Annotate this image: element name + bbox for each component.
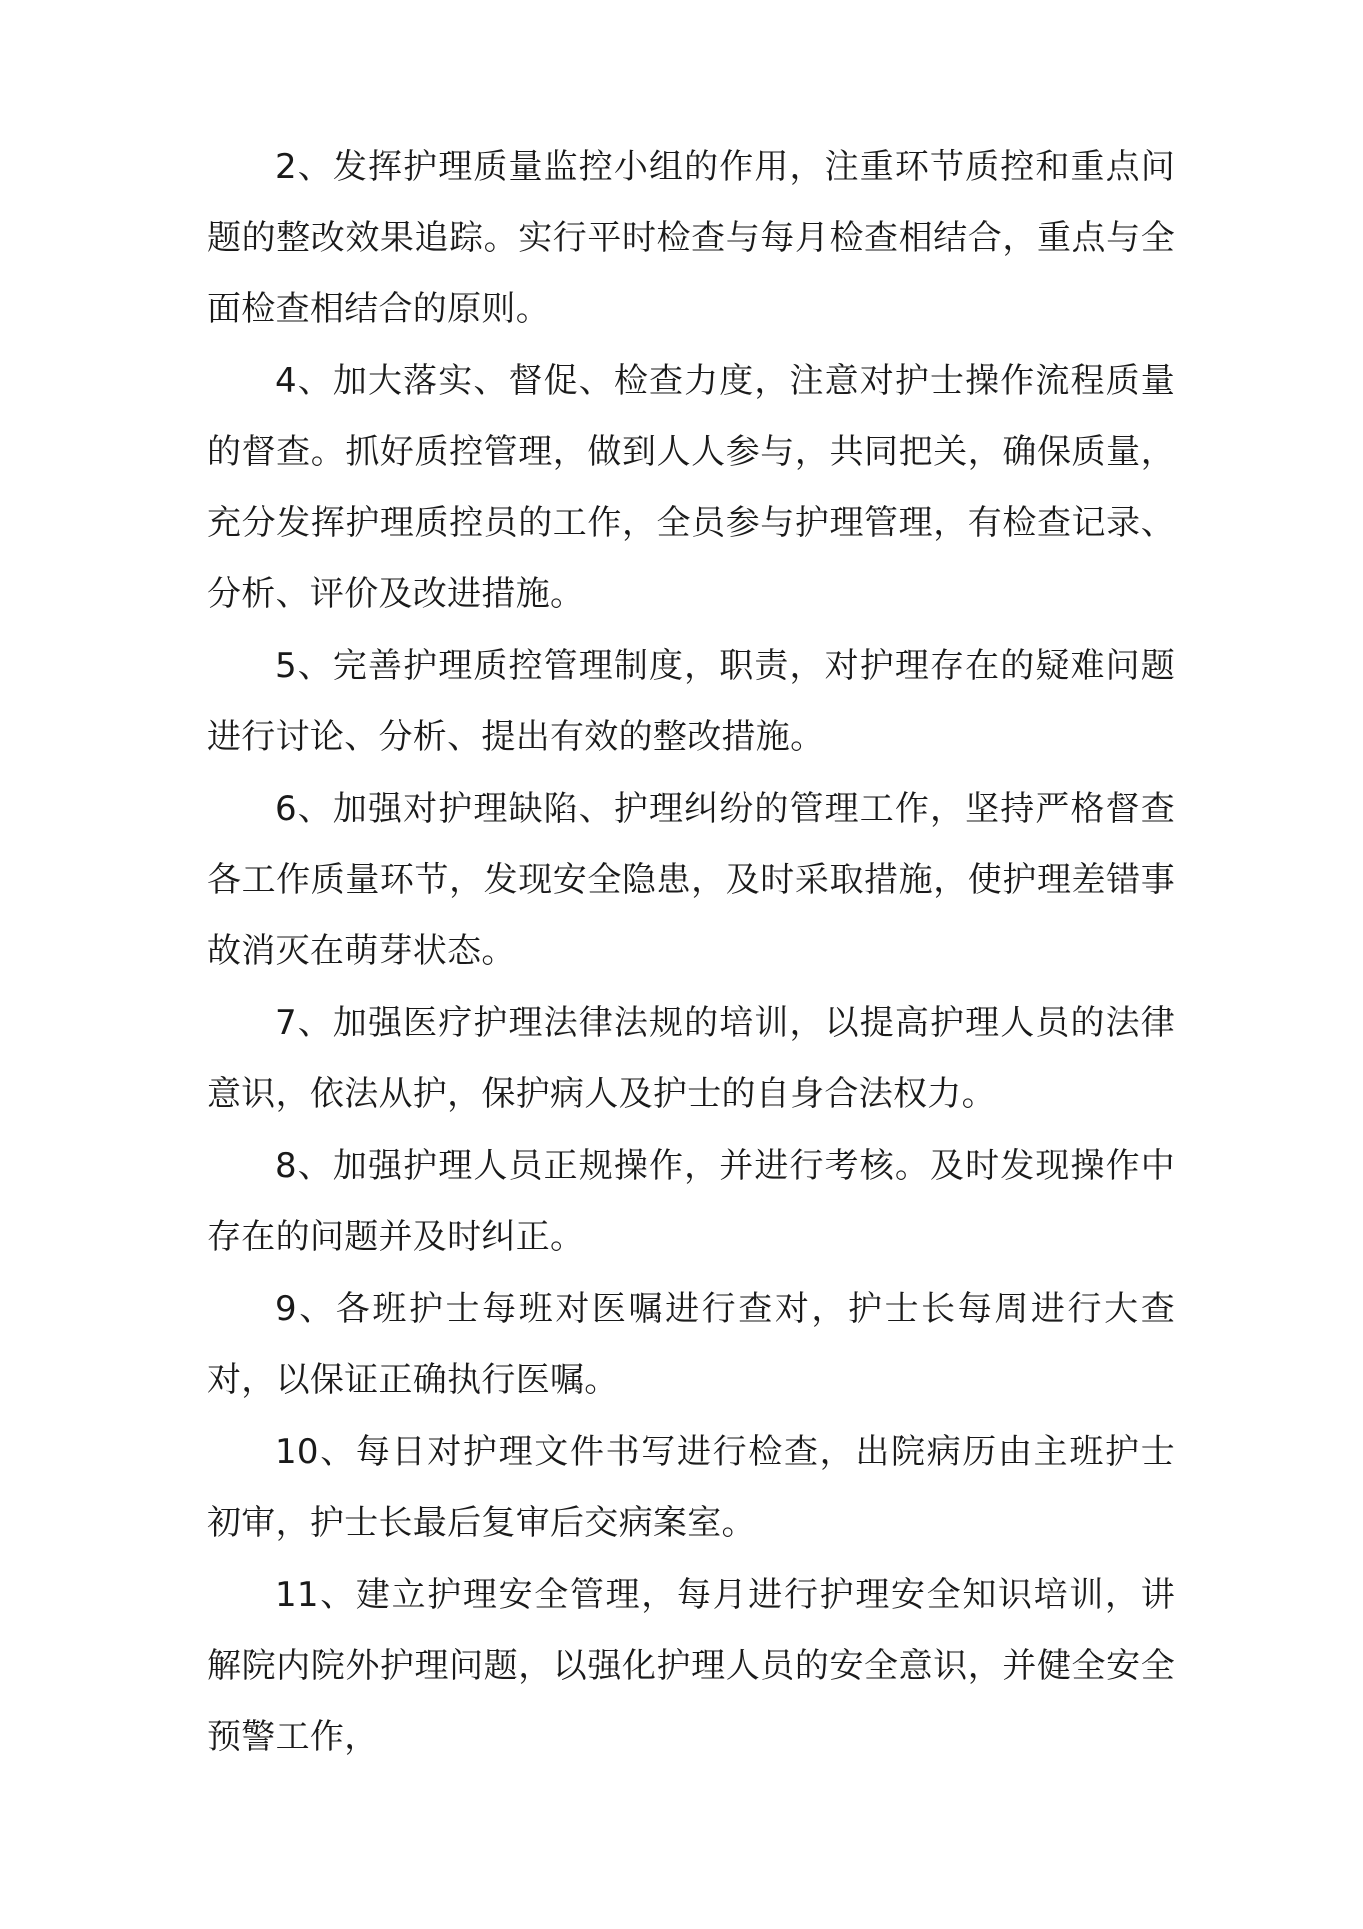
document-body (207, 132, 1175, 1774)
paragraph-item-2: 2、发挥护理质量监控小组的作用，注重环节质控和重点问题的整改效果追踪。实行平时检查与每月检查相结合，重点与全面检查相结合的原则。 (207, 147, 1175, 329)
paragraph-item-6: 6、加强对护理缺陷、护理纠纷的管理工作，坚持严格督查各工作质量环节，发现安全隐患，及时采取措施，使护理差错事故消灭在萌芽状态。 (207, 789, 1175, 971)
paragraph-item-9: 9、各班护士每班对医嘱进行查对，护士长每周进行大查对，以保证正确执行医嘱。 (207, 1289, 1175, 1400)
paragraph-item-8: 8、加强护理人员正规操作，并进行考核。及时发现操作中存在的问题并及时纠正。 (207, 1146, 1175, 1257)
paragraph-item-4: 4、加大落实、督促、检查力度，注意对护士操作流程质量的督查。抓好质控管理，做到人人参与，共同把关，确保质量，充分发挥护理质控员的工作，全员参与护理管理，有检查记录、分析、评价及改进措施。 (207, 361, 1175, 614)
paragraph-item-5: 5、完善护理质控管理制度，职责，对护理存在的疑难问题进行讨论、分析、提出有效的整改措施。 (207, 646, 1175, 757)
paragraph-item-7: 7、加强医疗护理法律法规的培训，以提高护理人员的法律意识，依法从护，保护病人及护士的自身合法权力。 (207, 1003, 1175, 1114)
paragraph-item-10: 10、每日对护理文件书写进行检查，出院病历由主班护士初审，护士长最后复审后交病案室。 (207, 1432, 1175, 1543)
paragraph-item-11: 11、建立护理安全管理，每月进行护理安全知识培训，讲解院内院外护理问题，以强化护理人员的安全意识，并健全安全预警工作， (207, 1575, 1175, 1757)
